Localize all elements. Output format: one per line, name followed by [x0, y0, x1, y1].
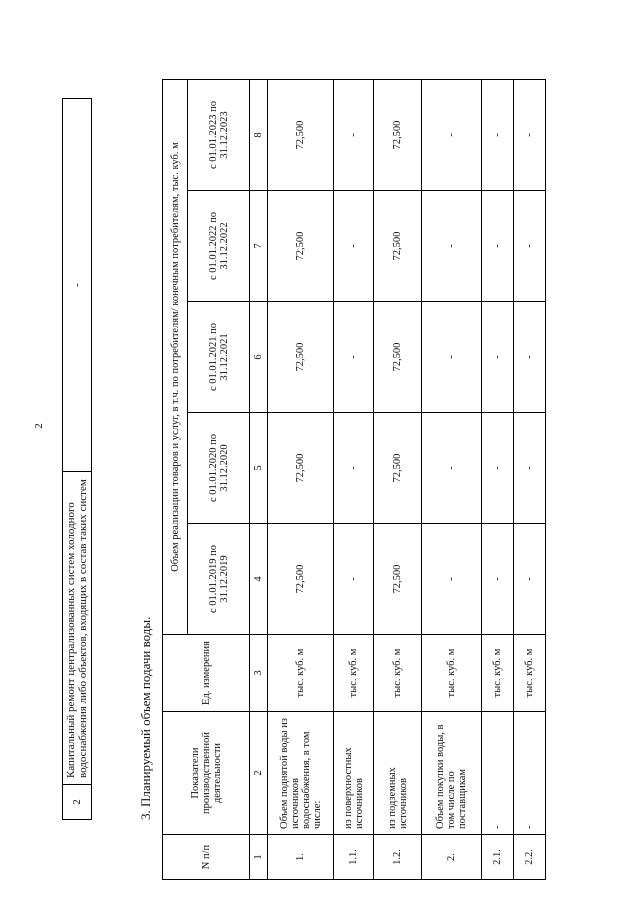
row-value: - [334, 302, 374, 413]
row-name: Объем поднятой воды из источников водоснабжения, в том числе: [268, 712, 334, 835]
column-numbers-row [250, 80, 268, 880]
row-value: 72,500 [268, 524, 334, 635]
row-text: Капитальный ремонт централизованных систем холодного водоснабжения либо объектов, входящих в состав таких систем [63, 472, 92, 785]
capital-repair-table [62, 98, 92, 820]
row-value: - [514, 524, 546, 635]
header-group: Объем реализации товаров и услуг, в т.ч. по потребителям/ конечным потребителям, тыс. куб. м [163, 80, 188, 635]
rotated-content [0, 20, 600, 880]
row-value: - [334, 191, 374, 302]
row-name: Объем покупки воды, в том числе по поставщикам [422, 712, 482, 835]
section-title: 3. Планируемый объем подачи воды. [138, 616, 153, 820]
table-row [482, 80, 514, 880]
header-period: с 01.01.2022 по 31.12.2022 [188, 191, 250, 302]
row-value: 72,500 [268, 413, 334, 524]
header-period: с 01.01.2021 по 31.12.2021 [188, 302, 250, 413]
row-value: - [422, 524, 482, 635]
row-unit: тыс. куб. м [422, 635, 482, 712]
row-unit: тыс. куб. м [514, 635, 546, 712]
col-number: 4 [250, 524, 268, 635]
row-value: 72,500 [374, 413, 422, 524]
header-num: N п/п [163, 835, 250, 880]
row-value: - [63, 99, 92, 472]
col-number: 7 [250, 191, 268, 302]
row-num: 2.2. [514, 835, 546, 880]
row-value: 72,500 [268, 191, 334, 302]
col-number: 3 [250, 635, 268, 712]
row-num: 1.2. [374, 835, 422, 880]
row-value: - [334, 80, 374, 191]
col-number: 8 [250, 80, 268, 191]
row-name: из поверхностных источников [334, 712, 374, 835]
water-supply-table [162, 79, 546, 880]
header-indicator: Показатели производственной деятельности [163, 712, 250, 835]
table-row [422, 80, 482, 880]
row-value: 72,500 [374, 80, 422, 191]
row-value: - [334, 524, 374, 635]
row-name: - [514, 712, 546, 835]
row-value: - [334, 413, 374, 524]
row-unit: тыс. куб. м [334, 635, 374, 712]
row-value: - [422, 413, 482, 524]
col-number: 5 [250, 413, 268, 524]
col-number: 1 [250, 835, 268, 880]
table-row [268, 80, 334, 880]
table-row [63, 99, 92, 820]
col-number: 6 [250, 302, 268, 413]
row-value: - [482, 524, 514, 635]
row-value: - [422, 80, 482, 191]
header-unit: Ед. измерения [163, 635, 250, 712]
row-value: - [514, 191, 546, 302]
row-value: - [482, 80, 514, 191]
row-value: 72,500 [268, 302, 334, 413]
row-value: 72,500 [374, 191, 422, 302]
row-value: - [482, 302, 514, 413]
row-num: 2.1. [482, 835, 514, 880]
row-unit: тыс. куб. м [374, 635, 422, 712]
row-value: - [514, 302, 546, 413]
header-period: с 01.01.2020 по 31.12.2020 [188, 413, 250, 524]
row-value: 72,500 [268, 80, 334, 191]
row-value: 72,500 [374, 302, 422, 413]
row-value: 72,500 [374, 524, 422, 635]
page-number: 2 [32, 423, 45, 429]
row-name: из подземных источников [374, 712, 422, 835]
row-name: - [482, 712, 514, 835]
row-number: 2 [63, 785, 92, 820]
table-row [514, 80, 546, 880]
row-value: - [482, 413, 514, 524]
row-value: - [514, 413, 546, 524]
header-period: с 01.01.2019 по 31.12.2019 [188, 524, 250, 635]
row-value: - [422, 191, 482, 302]
row-value: - [482, 191, 514, 302]
row-num: 1. [268, 835, 334, 880]
header-period: с 01.01.2023 по 31.12.2023 [188, 80, 250, 191]
header-row-1 [163, 80, 188, 880]
row-value: - [422, 302, 482, 413]
row-value: - [514, 80, 546, 191]
row-unit: тыс. куб. м [482, 635, 514, 712]
col-number: 2 [250, 712, 268, 835]
row-unit: тыс. куб. м [268, 635, 334, 712]
row-num: 1.1. [334, 835, 374, 880]
row-num: 2. [422, 835, 482, 880]
table-row [334, 80, 374, 880]
table-row [374, 80, 422, 880]
